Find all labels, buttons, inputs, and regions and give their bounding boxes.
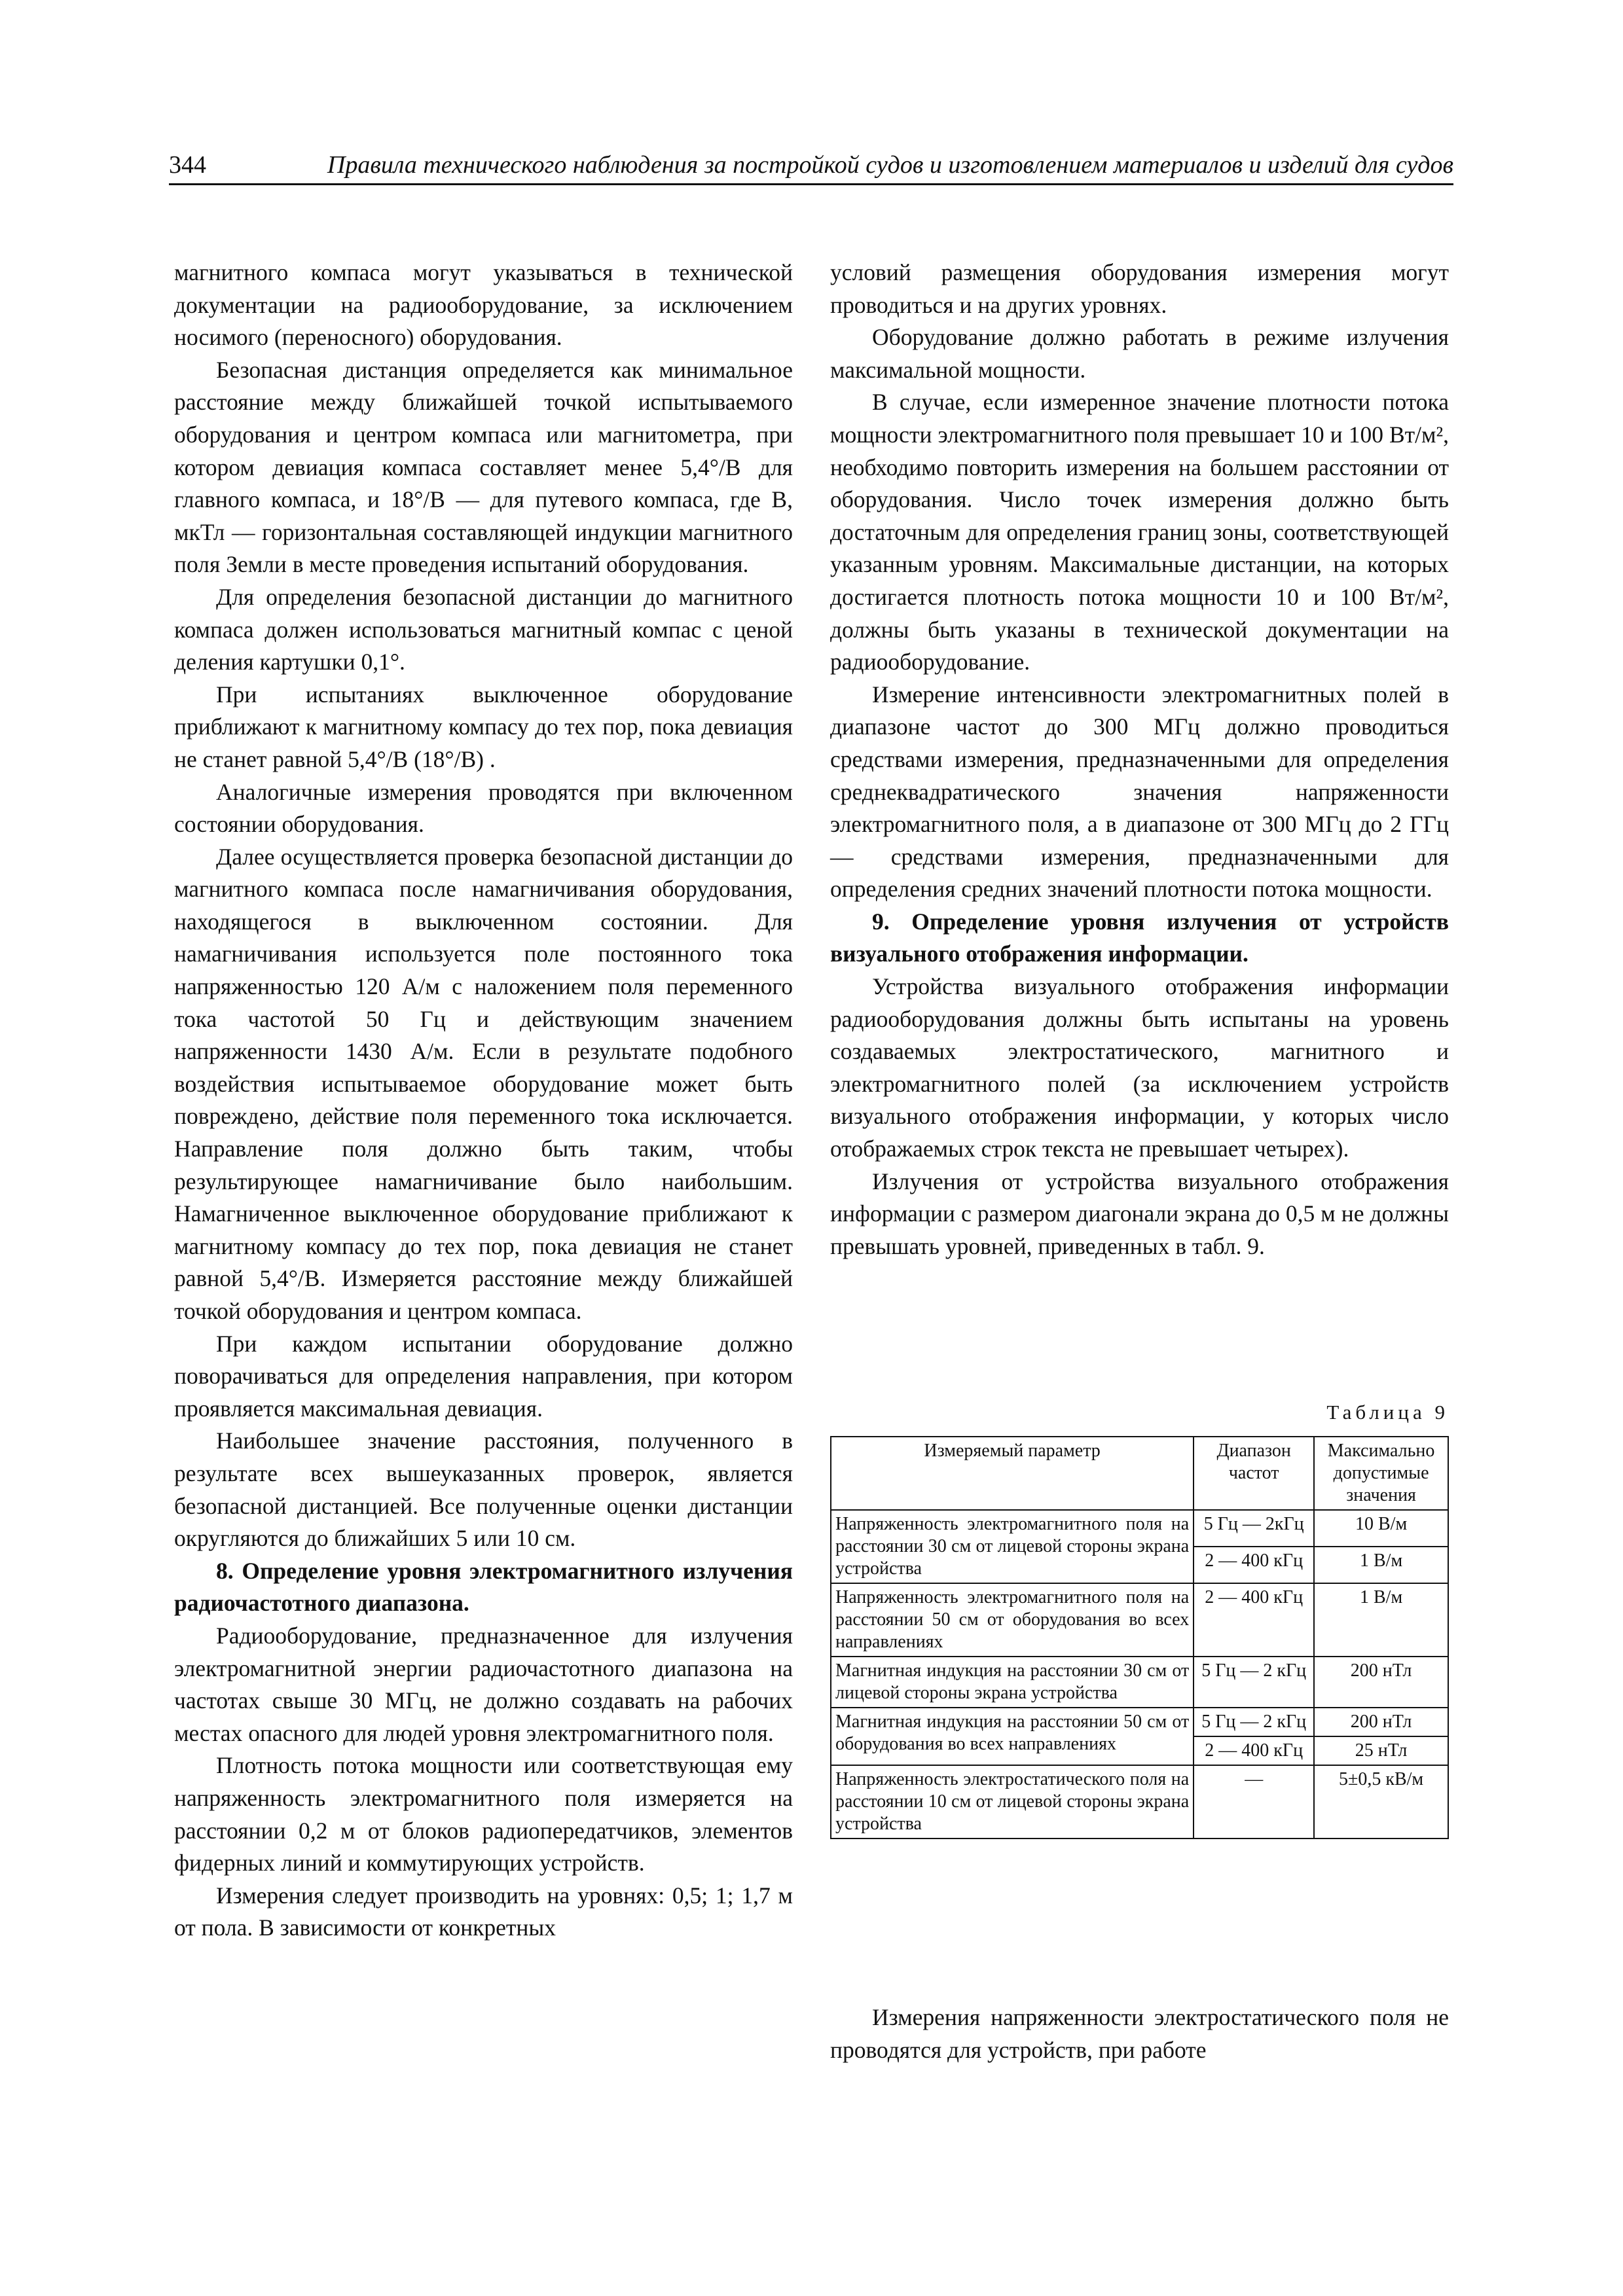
paragraph: Далее осуществляется проверка безопасной дистанции до магнитного компаса после намагничивания оборудования, находящегося в выключенном состоянии. Для намагничивания используется поле постоянного тока напряженностью 120 А/м с наложением поля переменного тока частотой 50 Гц и действующим значением напряженности 1430 А/м. Если в результате подобного воздействия испытываемое оборудование может быть повреждено, действие поля переменного тока исключается. Направление поля должно быть таким, чтобы результирующее намагничивание было наибольшим. Намагниченное выключенное оборудование приближают к магнитному компасу до тех пор, пока девиация не станет равной 5,4°/B. Измеряется расстояние между ближайшей точкой оборудования и центром компаса. <box>174 843 793 1324</box>
table-9 <box>830 1436 1449 1839</box>
paragraph: В случае, если измеренное значение плотности потока мощности электромагнитного поля превышает 10 и 100 Вт/м², необходимо повторить измерения на большем расстоянии от оборудования. Число точек измерения должно быть достаточным для определения границ зоны, соответствующей указанным уровням. Максимальные дистанции, на которых достигается плотность потока мощности 10 и 100 Вт/м², должны быть указаны в технической документации на радиооборудование. <box>830 389 1449 675</box>
range-cell: 5 Гц — 2кГц <box>1194 1510 1314 1547</box>
table-caption: Таблица 9 <box>1326 1401 1449 1424</box>
section-heading-8: 8. Определение уровня электромагнитного излучения радиочастотного диапазона. <box>174 1557 793 1617</box>
table-row <box>831 1583 1448 1657</box>
parameter-cell: Напряженность электростатического поля на расстоянии 10 см от лицевой стороны экрана устройства <box>831 1765 1194 1839</box>
parameter-cell: Напряженность электромагнитного поля на расстоянии 50 см от оборудования во всех направлениях <box>831 1583 1194 1657</box>
paragraph: Оборудование должно работать в режиме излучения максимальной мощности. <box>830 324 1449 383</box>
right-column-continuation <box>830 2001 1449 2066</box>
value-cell: 25 нТл <box>1314 1736 1448 1765</box>
value-cell: 1 В/м <box>1314 1583 1448 1657</box>
value-cell: 1 В/м <box>1314 1547 1448 1583</box>
paragraph: При испытаниях выключенное оборудование приближают к магнитному компасу до тех пор, пока девиация не станет равной 5,4°/B (18°/B) . <box>174 681 793 772</box>
range-cell: 2 — 400 кГц <box>1194 1583 1314 1657</box>
range-cell: 2 — 400 кГц <box>1194 1736 1314 1765</box>
running-title: Правила технического наблюдения за постройкой судов и изготовлением материалов и изделий для судов <box>327 151 1453 179</box>
range-cell: 5 Гц — 2 кГц <box>1194 1708 1314 1736</box>
paragraph: Устройства визуального отображения информации радиооборудования должны быть испытаны на уровень создаваемых электростатического, магнитного и электромагнитного полей (за исключением устройств визуального отображения информации, у которых число отображаемых строк текста не превышает четырех). <box>830 973 1449 1162</box>
paragraph: Измерения следует производить на уровнях: 0,5; 1; 1,7 м от пола. В зависимости от конкретных <box>174 1882 793 1941</box>
value-cell: 5±0,5 кВ/м <box>1314 1765 1448 1839</box>
table-row <box>831 1510 1448 1547</box>
table-row <box>831 1708 1448 1736</box>
value-cell: 200 нТл <box>1314 1657 1448 1708</box>
paragraph: Аналогичные измерения проводятся при включенном состоянии оборудования. <box>174 778 793 838</box>
page-number: 344 <box>169 151 206 179</box>
paragraph: При каждом испытании оборудование должно поворачиваться для определения направления, при котором проявляется максимальная девиация. <box>174 1330 793 1422</box>
paragraph: Плотность потока мощности или соответствующая ему напряженность электромагнитного поля измеряется на расстоянии 0,2 м от блоков радиопередатчиков, элементов фидерных линий и коммутирующих устройств. <box>174 1752 793 1876</box>
table-header-row <box>831 1437 1448 1510</box>
paragraph: Измерение интенсивности электромагнитных полей в диапазоне частот до 300 МГц должно проводиться средствами измерения, предназначенными для определения среднеквадратического значения напряженности электромагнитного поля, а в диапазоне от 300 МГц до 2 ГГц — средствами измерения, предназначенными для определения средних значений плотности потока мощности. <box>830 681 1449 903</box>
paragraph: Безопасная дистанция определяется как минимальное расстояние между ближайшей точкой испытываемого оборудования и центром компаса или магнитометра, при котором девиация компаса составляет менее 5,4°/B для главного компаса, и 18°/B — для путевого компаса, где B, мкТл — горизонтальная составляющей индукции магнитного поля Земли в месте проведения испытаний оборудования. <box>174 356 793 578</box>
paragraph: магнитного компаса могут указываться в технической документации на радиооборудование, за исключением носимого (переносного) оборудования. <box>174 259 793 351</box>
parameter-cell: Магнитная индукция на расстоянии 50 см от оборудования во всех направлениях <box>831 1708 1194 1765</box>
range-cell: 2 — 400 кГц <box>1194 1547 1314 1583</box>
value-cell: 200 нТл <box>1314 1708 1448 1736</box>
paragraph: Для определения безопасной дистанции до магнитного компаса должен использоваться магнитный компас с ценой деления картушки 0,1°. <box>174 583 793 675</box>
range-cell: 5 Гц — 2 кГц <box>1194 1657 1314 1708</box>
paragraph: Радиооборудование, предназначенное для излучения электромагнитной энергии радиочастотного диапазона на частотах свыше 30 МГц, не должно создавать на рабочих местах опасного для людей уровня электромагнитного поля. <box>174 1622 793 1746</box>
parameter-cell: Напряженность электромагнитного поля на расстоянии 30 см от лицевой стороны экрана устройства <box>831 1510 1194 1583</box>
left-column <box>174 257 793 1945</box>
paragraph: условий размещения оборудования измерения могут проводиться и на других уровнях. <box>830 259 1449 318</box>
table-row <box>831 1657 1448 1708</box>
column-header: Диапазон частот <box>1194 1437 1314 1510</box>
table-row <box>831 1765 1448 1839</box>
right-column <box>830 257 1449 1263</box>
section-heading-9: 9. Определение уровня излучения от устройств визуального отображения информации. <box>830 908 1449 967</box>
paragraph: Измерения напряженности электростатического поля не проводятся для устройств, при работе <box>830 2004 1449 2063</box>
value-cell: 10 В/м <box>1314 1510 1448 1547</box>
paragraph: Излучения от устройства визуального отображения информации с размером диагонали экрана до 0,5 м не должны превышать уровней, приведенных в табл. 9. <box>830 1168 1449 1259</box>
page-header <box>169 148 1453 182</box>
column-header: Максимально допустимые значения <box>1314 1437 1448 1510</box>
range-cell: — <box>1194 1765 1314 1839</box>
header-rule <box>169 183 1453 185</box>
column-header: Измеряемый параметр <box>831 1437 1194 1510</box>
parameter-cell: Магнитная индукция на расстоянии 30 см от лицевой стороны экрана устройства <box>831 1657 1194 1708</box>
paragraph: Наибольшее значение расстояния, полученного в результате всех вышеуказанных проверок, является безопасной дистанцией. Все полученные оценки дистанции округляются до ближайших 5 или 10 см. <box>174 1427 793 1552</box>
